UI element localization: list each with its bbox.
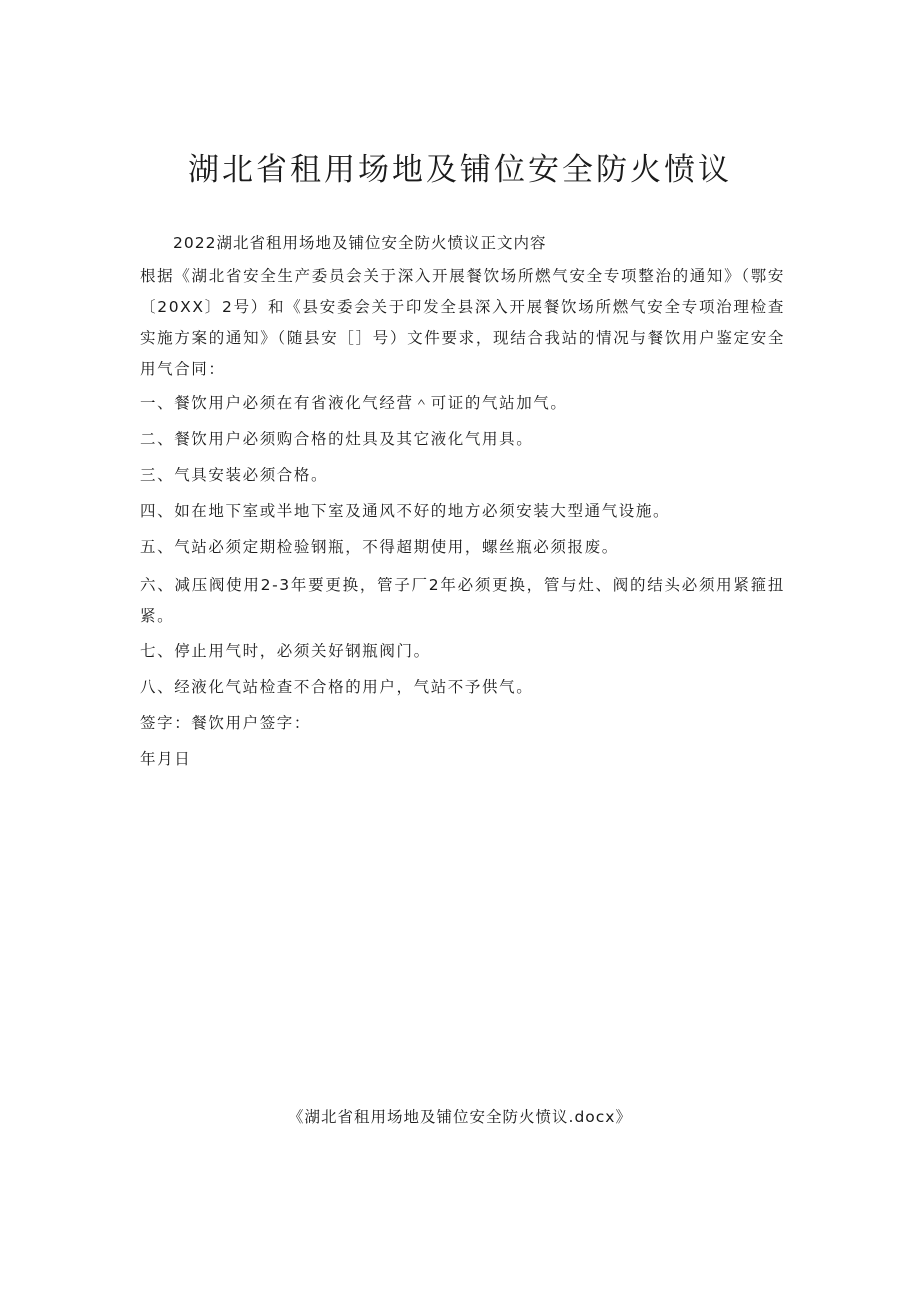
document-title: 湖北省租用场地及铺位安全防火愤议	[188, 152, 732, 188]
list-item: 八、经液化气站检查不合格的用户，气站不予供气。	[140, 678, 534, 696]
document-subtitle: 2022湖北省租用场地及铺位安全防火愤议正文内容	[173, 234, 547, 252]
document-body	[140, 230, 785, 782]
list-item: 二、餐饮用户必须购合格的灶具及其它液化气用具。	[140, 430, 534, 448]
signature-line: 签字：餐饮用户签字：	[140, 714, 312, 732]
list-item: 五、气站必须定期检验钢瓶，不得超期使用，螺丝瓶必须报废。	[140, 538, 619, 556]
list-item: 七、停止用气时，必须关好钢瓶阀门。	[140, 642, 431, 660]
list-item: 三、气具安装必须合格。	[140, 466, 329, 484]
list-item: 六、减压阀使用2-3年要更换，管子厂2年必须更换，管与灶、阀的结头必须用紧箍扭紧。	[140, 576, 785, 625]
list-item: 四、如在地下室或半地下室及通风不好的地方必须安装大型通气设施。	[140, 502, 671, 520]
document-footer: 《湖北省租用场地及铺位安全防火愤议.docx》	[288, 1108, 632, 1126]
date-line: 年月日	[140, 750, 192, 768]
list-item: 一、餐饮用户必须在有省液化气经营＾可证的气站加气。	[140, 394, 568, 412]
intro-paragraph: 根据《湖北省安全生产委员会关于深入开展餐饮场所燃气安全专项整治的通知》（鄂安〔20XX〕2号）和《县安委会关于印发全县深入开展餐饮场所燃气安全专项治理检查实施方案的通知》（随县安［］号）文件要求，现结合我站的情况与餐饮用户鉴定安全用气合同：	[140, 267, 785, 378]
